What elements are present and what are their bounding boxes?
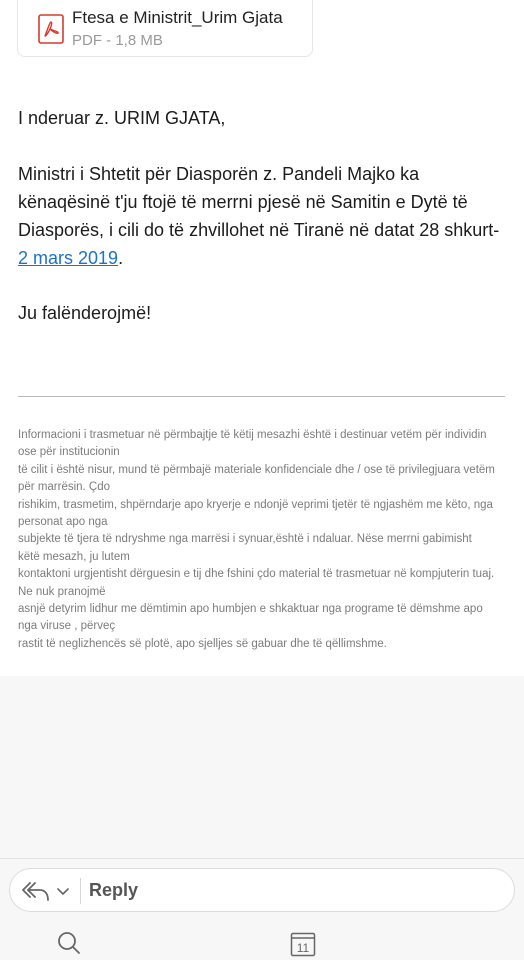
disclaimer-line: të cilit i është nisur, mund të përmbajë materiale konfidenciale dhe / ose të privilegjuara vetëm [18,463,495,476]
calendar-icon[interactable] [290,931,316,957]
disclaimer-line: rishikim, trasmetim, shpërndarje apo kryerje e ndonjë veprimi tjetër të ngjashëm me këto, nga [18,498,493,511]
email-greeting: I nderuar z. URIM GJATA, [18,108,226,128]
chevron-down-icon[interactable] [56,886,70,896]
disclaimer-line: ose për institucionin [18,446,120,459]
disclaimer-line: kontaktoni urgjentisht dërguesin e tij dhe fshini çdo material të trasmetuar në kompjuterin tuaj. [18,568,495,581]
bottom-toolbar [0,858,524,960]
pdf-icon [38,14,64,44]
disclaimer-line: subjekte të tjera të ndryshme nga marrësi i synuar,është i ndaluar. Nëse merrni gabimisht [18,533,472,546]
email-thanks: Ju falënderojmë! [18,303,152,323]
disclaimer-line: Ne nuk pranojmë [18,585,106,598]
reply-separator [80,878,81,904]
attachment-card[interactable] [17,0,313,57]
disclaimer-line: këtë mesazh, ju lutem [18,550,130,563]
paragraph-end: . [118,248,124,268]
disclaimer-line: rastit të neglizhencës së plotë, apo sjelljes së gabuar dhe të qëllimshme. [18,637,387,650]
date-link[interactable]: 2 mars 2019 [18,248,119,268]
calendar-day: 11 [296,941,310,955]
email-paragraph [18,160,508,272]
reply-button[interactable]: Reply [89,880,139,900]
disclaimer-line: personat apo nga [18,516,108,529]
disclaimer [18,427,508,653]
reply-all-icon[interactable] [20,879,50,903]
attachment-name: Ftesa e Ministrit_Urim Gjata [72,8,283,27]
empty-area [0,676,524,858]
signature-divider [18,396,505,397]
search-icon[interactable] [57,931,81,955]
attachment-meta: PDF - 1,8 MB [72,32,163,49]
reply-bar[interactable] [9,868,515,912]
disclaimer-line: nga viruse , përveç [18,620,116,633]
disclaimer-line: asnjë detyrim lidhur me dëmtimin apo humbjen e shkaktuar nga programe të dëmshme apo [18,603,483,616]
disclaimer-line: për marrësin. Çdo [18,481,111,494]
paragraph-text: Ministri i Shtetit për Diasporën z. Pandeli Majko ka kënaqësinë t'ju ftojë të merrni pjesë në Samitin e Dytë të Diasporës, i cili do të zhvillohet në Tiranë në datat 28 shkurt- [18,164,500,240]
disclaimer-line: Informacioni i trasmetuar në përmbajtje të këtij mesazhi është i destinuar vetëm për individin [18,429,487,441]
